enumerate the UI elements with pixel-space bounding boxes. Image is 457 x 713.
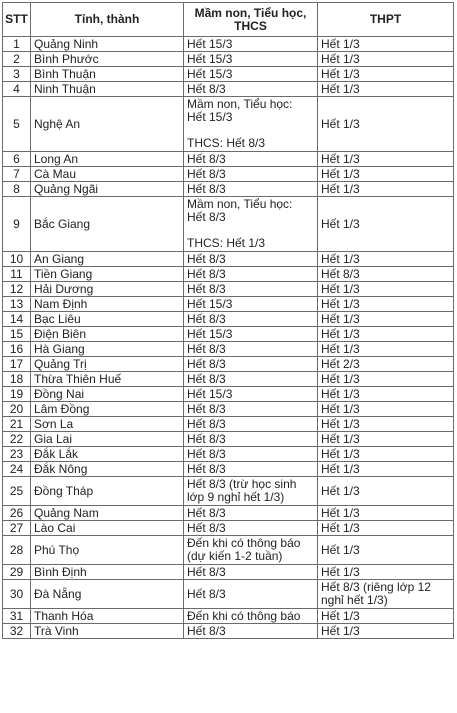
province-cell: Sơn La — [31, 417, 184, 432]
province-cell: Đồng Tháp — [31, 477, 184, 506]
table-row — [3, 267, 454, 282]
high-school-closure-cell: Hết 1/3 — [318, 97, 454, 152]
table-row — [3, 372, 454, 387]
row-number-cell: 5 — [3, 97, 31, 152]
primary-secondary-closure-cell: Hết 8/3 — [184, 152, 318, 167]
row-number-cell: 17 — [3, 357, 31, 372]
row-number-cell: 10 — [3, 252, 31, 267]
row-number-cell: 4 — [3, 82, 31, 97]
row-number-cell: 3 — [3, 67, 31, 82]
table-row — [3, 167, 454, 182]
table-row — [3, 417, 454, 432]
table-row — [3, 565, 454, 580]
primary-secondary-closure-cell: Đến khi có thông báo — [184, 609, 318, 624]
high-school-closure-cell: Hết 1/3 — [318, 167, 454, 182]
table-row — [3, 402, 454, 417]
table-row — [3, 67, 454, 82]
table-row — [3, 477, 454, 506]
high-school-closure-cell: Hết 1/3 — [318, 327, 454, 342]
province-cell: Đồng Nai — [31, 387, 184, 402]
province-cell: Tiền Giang — [31, 267, 184, 282]
primary-secondary-closure-cell: Hết 8/3 — [184, 417, 318, 432]
primary-secondary-closure-cell: Hết 8/3 — [184, 462, 318, 477]
high-school-closure-cell: Hết 1/3 — [318, 387, 454, 402]
province-cell: Quảng Nam — [31, 506, 184, 521]
header-row — [3, 3, 454, 37]
primary-secondary-closure-cell: Hết 8/3 — [184, 521, 318, 536]
province-cell: Ninh Thuận — [31, 82, 184, 97]
primary-secondary-closure-cell: Hết 8/3 — [184, 167, 318, 182]
province-cell: Phú Thọ — [31, 536, 184, 565]
high-school-closure-cell: Hết 1/3 — [318, 182, 454, 197]
province-cell: Quảng Ninh — [31, 37, 184, 52]
high-school-closure-cell: Hết 1/3 — [318, 432, 454, 447]
primary-secondary-closure-cell: Hết 8/3 — [184, 372, 318, 387]
row-number-cell: 2 — [3, 52, 31, 67]
table-body — [3, 37, 454, 639]
table-row — [3, 182, 454, 197]
high-school-closure-cell: Hết 1/3 — [318, 506, 454, 521]
high-school-closure-cell: Hết 1/3 — [318, 447, 454, 462]
table-row — [3, 297, 454, 312]
high-school-closure-cell: Hết 1/3 — [318, 402, 454, 417]
table-row — [3, 609, 454, 624]
table-row — [3, 506, 454, 521]
row-number-cell: 23 — [3, 447, 31, 462]
primary-secondary-closure-cell: Hết 8/3 — [184, 432, 318, 447]
primary-secondary-closure-cell: Hết 8/3 — [184, 267, 318, 282]
high-school-closure-cell: Hết 1/3 — [318, 282, 454, 297]
table-row — [3, 312, 454, 327]
row-number-cell: 12 — [3, 282, 31, 297]
primary-secondary-closure-cell: Hết 8/3 (trừ học sinh lớp 9 nghỉ hết 1/3) — [184, 477, 318, 506]
table-row — [3, 52, 454, 67]
province-cell: Nghệ An — [31, 97, 184, 152]
row-number-cell: 14 — [3, 312, 31, 327]
row-number-cell: 27 — [3, 521, 31, 536]
high-school-closure-cell: Hết 1/3 — [318, 536, 454, 565]
high-school-closure-cell: Hết 1/3 — [318, 624, 454, 639]
province-cell: Trà Vinh — [31, 624, 184, 639]
table-row — [3, 432, 454, 447]
high-school-closure-cell: Hết 1/3 — [318, 565, 454, 580]
high-school-closure-cell: Hết 1/3 — [318, 67, 454, 82]
table-row — [3, 152, 454, 167]
row-number-cell: 22 — [3, 432, 31, 447]
row-number-cell: 25 — [3, 477, 31, 506]
primary-secondary-closure-cell: Hết 15/3 — [184, 37, 318, 52]
primary-secondary-closure-cell: Hết 8/3 — [184, 342, 318, 357]
high-school-closure-cell: Hết 1/3 — [318, 312, 454, 327]
high-school-closure-cell: Hết 1/3 — [318, 372, 454, 387]
row-number-cell: 19 — [3, 387, 31, 402]
high-school-closure-cell: Hết 1/3 — [318, 297, 454, 312]
row-number-cell: 13 — [3, 297, 31, 312]
primary-secondary-closure-cell: Hết 15/3 — [184, 67, 318, 82]
province-cell: Lâm Đồng — [31, 402, 184, 417]
primary-secondary-closure-cell: Hết 8/3 — [184, 252, 318, 267]
table-row — [3, 580, 454, 609]
table-row — [3, 252, 454, 267]
table-row — [3, 624, 454, 639]
table-row — [3, 387, 454, 402]
primary-secondary-closure-cell: Hết 15/3 — [184, 297, 318, 312]
province-cell: Hải Dương — [31, 282, 184, 297]
province-cell: Long An — [31, 152, 184, 167]
high-school-closure-cell: Hết 1/3 — [318, 197, 454, 252]
header-primary-secondary: Mầm non, Tiểu học, THCS — [184, 3, 318, 37]
row-number-cell: 1 — [3, 37, 31, 52]
table-row — [3, 282, 454, 297]
table-row — [3, 357, 454, 372]
row-number-cell: 32 — [3, 624, 31, 639]
table-row — [3, 536, 454, 565]
primary-secondary-closure-cell: Mầm non, Tiểu học: Hết 8/3 THCS: Hết 1/3 — [184, 197, 318, 252]
table-row — [3, 462, 454, 477]
province-cell: Quảng Trị — [31, 357, 184, 372]
table-row — [3, 342, 454, 357]
province-cell: Đắk Lắk — [31, 447, 184, 462]
high-school-closure-cell: Hết 1/3 — [318, 462, 454, 477]
primary-secondary-closure-cell: Hết 15/3 — [184, 387, 318, 402]
row-number-cell: 18 — [3, 372, 31, 387]
primary-secondary-closure-cell: Hết 8/3 — [184, 565, 318, 580]
row-number-cell: 16 — [3, 342, 31, 357]
province-cell: Bình Thuận — [31, 67, 184, 82]
high-school-closure-cell: Hết 1/3 — [318, 37, 454, 52]
row-number-cell: 8 — [3, 182, 31, 197]
row-number-cell: 24 — [3, 462, 31, 477]
province-cell: Bình Phước — [31, 52, 184, 67]
row-number-cell: 26 — [3, 506, 31, 521]
school-closure-document — [2, 2, 453, 639]
primary-secondary-closure-cell: Hết 8/3 — [184, 402, 318, 417]
province-cell: Cà Mau — [31, 167, 184, 182]
province-cell: Lào Cai — [31, 521, 184, 536]
province-cell: Điện Biên — [31, 327, 184, 342]
province-cell: Đà Nẵng — [31, 580, 184, 609]
province-cell: An Giang — [31, 252, 184, 267]
province-cell: Thừa Thiên Huế — [31, 372, 184, 387]
high-school-closure-cell: Hết 8/3 — [318, 267, 454, 282]
high-school-closure-cell: Hết 1/3 — [318, 521, 454, 536]
school-closure-table — [2, 2, 454, 639]
row-number-cell: 21 — [3, 417, 31, 432]
row-number-cell: 11 — [3, 267, 31, 282]
row-number-cell: 20 — [3, 402, 31, 417]
primary-secondary-closure-cell: Hết 8/3 — [184, 447, 318, 462]
high-school-closure-cell: Hết 1/3 — [318, 609, 454, 624]
primary-secondary-closure-cell: Hết 15/3 — [184, 327, 318, 342]
header-high-school: THPT — [318, 3, 454, 37]
table-row — [3, 197, 454, 252]
primary-secondary-closure-cell: Mầm non, Tiểu học: Hết 15/3 THCS: Hết 8/3 — [184, 97, 318, 152]
province-cell: Bạc Liêu — [31, 312, 184, 327]
primary-secondary-closure-cell: Hết 8/3 — [184, 282, 318, 297]
primary-secondary-closure-cell: Hết 15/3 — [184, 52, 318, 67]
row-number-cell: 9 — [3, 197, 31, 252]
primary-secondary-closure-cell: Hết 8/3 — [184, 82, 318, 97]
row-number-cell: 30 — [3, 580, 31, 609]
province-cell: Đắk Nông — [31, 462, 184, 477]
table-row — [3, 447, 454, 462]
row-number-cell: 7 — [3, 167, 31, 182]
header-stt: STT — [3, 3, 31, 37]
table-row — [3, 97, 454, 152]
high-school-closure-cell: Hết 1/3 — [318, 152, 454, 167]
primary-secondary-closure-cell: Hết 8/3 — [184, 624, 318, 639]
high-school-closure-cell: Hết 8/3 (riêng lớp 12 nghỉ hết 1/3) — [318, 580, 454, 609]
province-cell: Bình Định — [31, 565, 184, 580]
table-row — [3, 327, 454, 342]
primary-secondary-closure-cell: Hết 8/3 — [184, 580, 318, 609]
table-header — [3, 3, 454, 37]
high-school-closure-cell: Hết 1/3 — [318, 252, 454, 267]
row-number-cell: 29 — [3, 565, 31, 580]
row-number-cell: 31 — [3, 609, 31, 624]
high-school-closure-cell: Hết 1/3 — [318, 417, 454, 432]
province-cell: Thanh Hóa — [31, 609, 184, 624]
table-row — [3, 521, 454, 536]
high-school-closure-cell: Hết 1/3 — [318, 52, 454, 67]
high-school-closure-cell: Hết 1/3 — [318, 342, 454, 357]
row-number-cell: 28 — [3, 536, 31, 565]
province-cell: Gia Lai — [31, 432, 184, 447]
primary-secondary-closure-cell: Hết 8/3 — [184, 357, 318, 372]
primary-secondary-closure-cell: Đến khi có thông báo (dự kiến 1-2 tuần) — [184, 536, 318, 565]
high-school-closure-cell: Hết 1/3 — [318, 477, 454, 506]
province-cell: Quảng Ngãi — [31, 182, 184, 197]
province-cell: Nam Định — [31, 297, 184, 312]
table-row — [3, 82, 454, 97]
primary-secondary-closure-cell: Hết 8/3 — [184, 506, 318, 521]
primary-secondary-closure-cell: Hết 8/3 — [184, 312, 318, 327]
high-school-closure-cell: Hết 2/3 — [318, 357, 454, 372]
province-cell: Hà Giang — [31, 342, 184, 357]
row-number-cell: 6 — [3, 152, 31, 167]
primary-secondary-closure-cell: Hết 8/3 — [184, 182, 318, 197]
header-province: Tỉnh, thành — [31, 3, 184, 37]
table-row — [3, 37, 454, 52]
row-number-cell: 15 — [3, 327, 31, 342]
province-cell: Bắc Giang — [31, 197, 184, 252]
high-school-closure-cell: Hết 1/3 — [318, 82, 454, 97]
